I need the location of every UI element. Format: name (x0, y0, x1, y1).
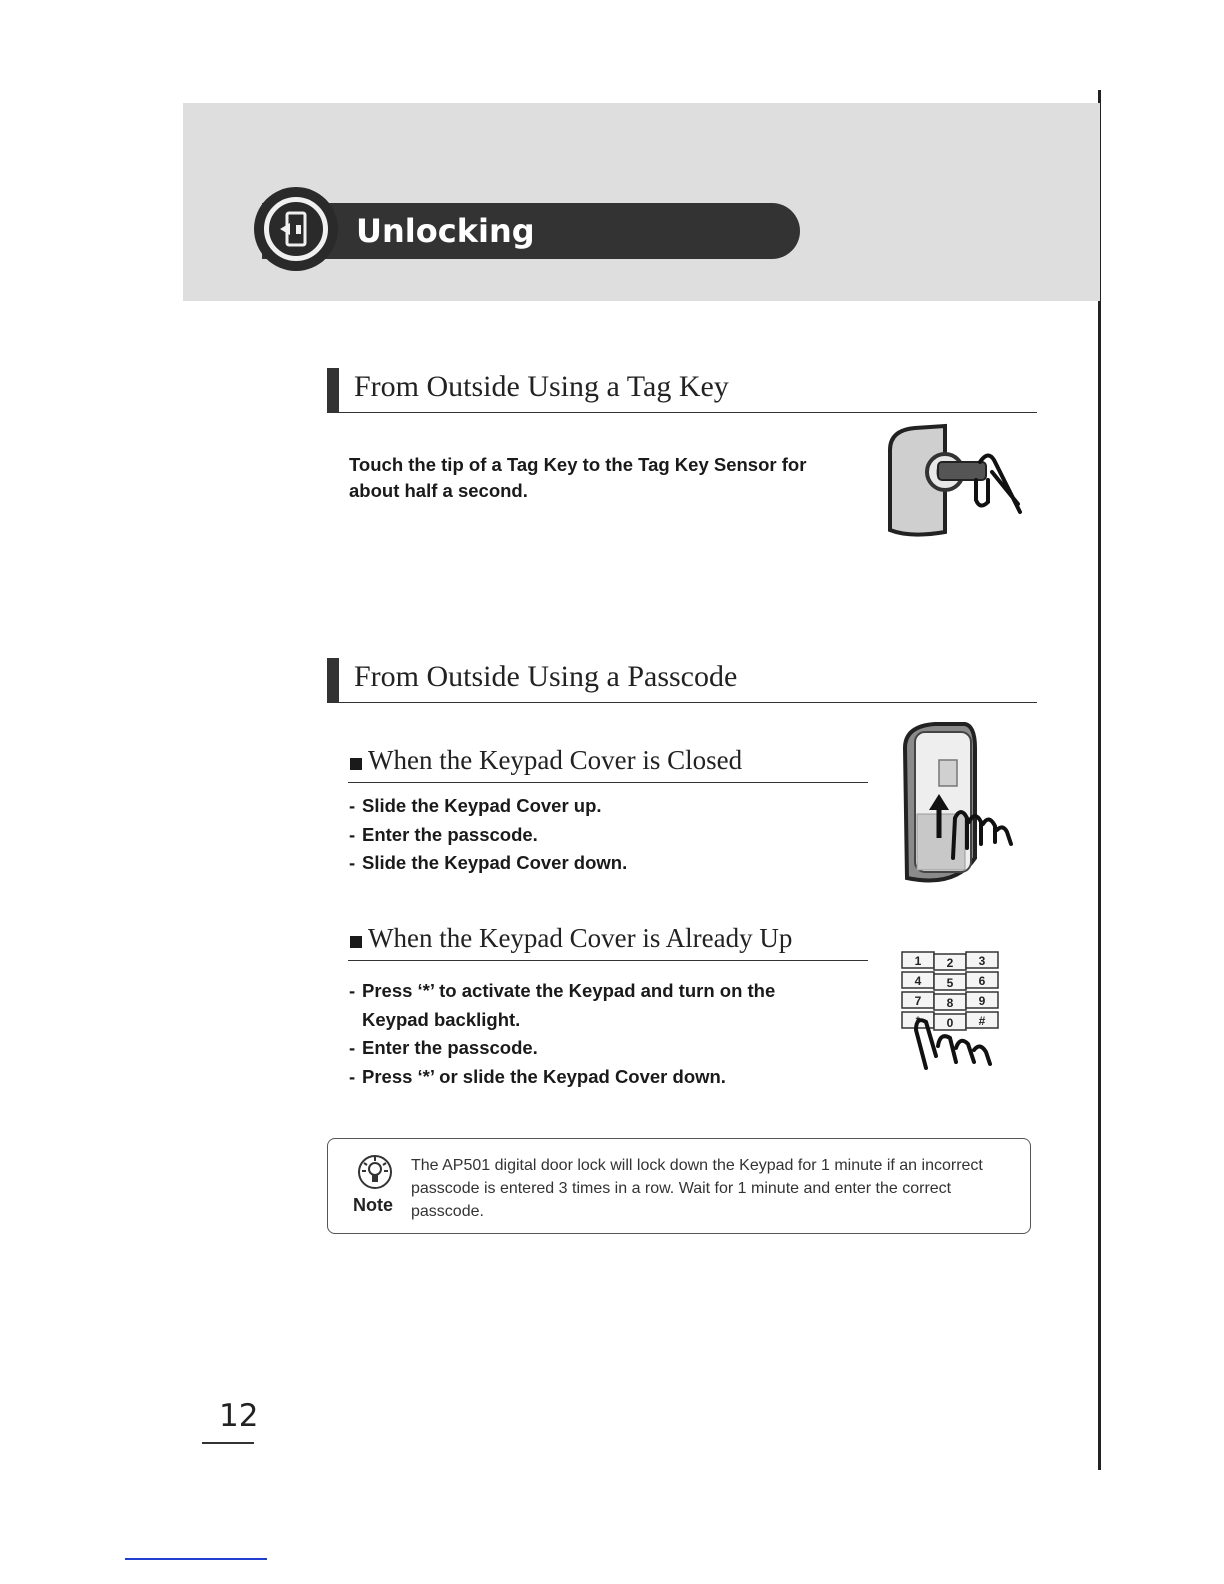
footer-link-underline[interactable] (125, 1558, 267, 1560)
section-title: From Outside Using a Passcode (354, 660, 738, 693)
note-label: Note (353, 1195, 393, 1215)
list-item: - Slide the Keypad Cover up. (349, 795, 602, 816)
keypad-key: 4 (914, 974, 922, 988)
list-item: - Enter the passcode. (349, 1037, 538, 1058)
note-text: The AP501 digital door lock will lock down the Keypad for 1 minute if an incorrect passcode is entered 3 times in a row. Wait for 1 minute and enter the correct passcode. (411, 1157, 983, 1220)
keypad-key: 1 (914, 954, 922, 968)
section-title: From Outside Using a Tag Key (354, 370, 729, 403)
subheading-cover-closed (348, 744, 868, 783)
steps-cover-up (349, 977, 809, 1091)
subsection-title: When the Keypad Cover is Closed (368, 745, 743, 775)
keypad-key: 3 (978, 954, 986, 968)
steps-cover-closed (349, 792, 627, 878)
tag-key-instruction: Touch the tip of a Tag Key to the Tag Key Sensor for about half a second. (349, 454, 807, 501)
keypad-key: 7 (914, 994, 922, 1008)
keypad-cover-slide-illustration (895, 718, 1035, 890)
section-heading-tag-key (327, 368, 1037, 413)
list-item: - Slide the Keypad Cover down. (349, 852, 628, 873)
subheading-cover-up (348, 922, 868, 961)
keypad-press-illustration (898, 946, 1010, 1074)
door-exit-icon (276, 209, 316, 249)
list-item: - Enter the passcode. (349, 823, 538, 845)
keypad-key: * (915, 1014, 921, 1028)
note-box (327, 1138, 1031, 1234)
keypad-key: 6 (978, 974, 986, 988)
keypad-key: 0 (946, 1016, 954, 1030)
page-number-rule (202, 1442, 254, 1444)
lightbulb-icon (356, 1153, 394, 1191)
title-badge (254, 187, 338, 271)
keypad-key: 9 (978, 994, 986, 1008)
keypad-key: # (978, 1014, 986, 1028)
list-item: - Press ‘*’ or slide the Keypad Cover down. (349, 1065, 726, 1087)
subsection-title: When the Keypad Cover is Already Up (368, 923, 793, 953)
page-title: Unlocking (356, 212, 535, 250)
list-item: - Press ‘*’ to activate the Keypad and turn on the Keypad backlight. (349, 980, 776, 1030)
keypad-key: 2 (946, 956, 954, 970)
section-heading-passcode (327, 658, 1037, 703)
keypad-key: 8 (946, 996, 954, 1010)
keypad-key: 5 (946, 976, 954, 990)
page-number: 12 (219, 1398, 259, 1434)
tag-key-touch-illustration (880, 420, 1030, 545)
